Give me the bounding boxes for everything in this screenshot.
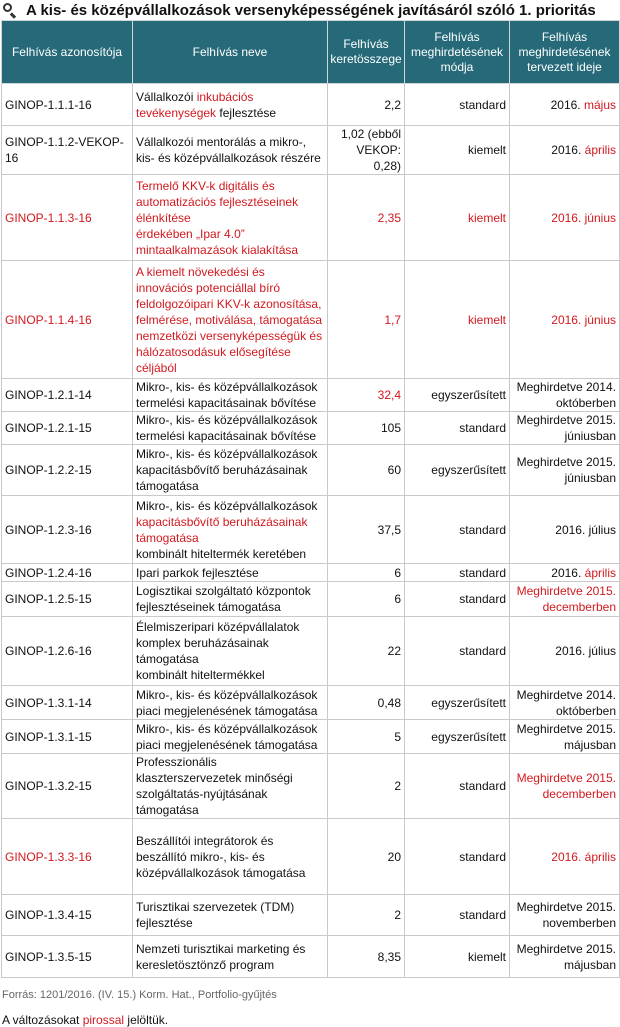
header-call-mode: Felhívás meghirdetésének módja: [405, 21, 510, 84]
page-title: A kis- és középvállalkozások versenyképességének javításáról szóló 1. prioritás: [26, 1, 596, 19]
cell-name-part: kombinált hiteltermékkel: [136, 668, 265, 682]
cell-date: Meghirdetve 2015. májusban: [510, 720, 620, 754]
source-note: Forrás: 1201/2016. (IV. 15.) Korm. Hat., Portfolio-gyűjtés: [2, 989, 277, 1001]
cell-id: GINOP-1.2.4-16: [2, 564, 133, 582]
legend-note-part: A változásokat: [2, 1013, 83, 1027]
cell-id: GINOP-1.2.1-14: [2, 379, 133, 412]
table-row: [2, 261, 620, 379]
cell-date: Meghirdetve 2014. októberben: [510, 686, 620, 720]
header-call-amount: Felhívás keretösszege: [328, 21, 405, 84]
cell-mode: standard: [405, 819, 510, 895]
cell-amount: 2: [328, 895, 405, 936]
cell-mode: egyszerűsített: [405, 445, 510, 496]
table-row: [2, 686, 620, 720]
cell-amount: 1,7: [328, 261, 405, 379]
cell-name: Mikro-, kis- és középvállalkozások termelési kapacitásainak bővítése: [133, 412, 328, 445]
cell-name: A kiemelt növekedési és innovációs potenciállal bíró feldolgozóipari KKV-k azonosítása, felmérése, motiválása, támogatása nemzetközi versenyképességük és hálózatosodásuk elősegítése céljából: [133, 261, 328, 379]
legend-note: [2, 1013, 620, 1027]
table-row: [2, 617, 620, 686]
cell-amount: 60: [328, 445, 405, 496]
header-call-date: Felhívás meghirdetésének tervezett ideje: [510, 21, 620, 84]
cell-date: [510, 564, 620, 582]
cell-name: Beszállítói integrátorok és beszállító mikro-, kis- és középvállalkozások támogatása: [133, 819, 328, 895]
cell-date: Meghirdetve 2015. júniusban: [510, 412, 620, 445]
cell-amount: 32,4: [328, 379, 405, 412]
cell-name-part: fejlesztése: [216, 105, 277, 120]
cell-name-part: Vállalkozói: [136, 89, 197, 104]
table-row: [2, 754, 620, 819]
cell-amount: 20: [328, 819, 405, 895]
cell-date: [510, 84, 620, 126]
cell-amount: 2: [328, 754, 405, 819]
cell-date: Meghirdetve 2015. decemberben: [510, 582, 620, 617]
cell-name: [133, 496, 328, 564]
cell-name-part: érdekében „Ipar 4.0” mintaalkalmazások kialakítása: [136, 226, 299, 257]
cell-date-part: 2016.: [551, 143, 585, 157]
cell-mode: standard: [405, 496, 510, 564]
cell-id: GINOP-1.2.3-16: [2, 496, 133, 564]
cell-date: 2016. június: [510, 175, 620, 261]
cell-mode: kiemelt: [405, 261, 510, 379]
cell-date: 2016. július: [510, 496, 620, 564]
header-call-name: Felhívás neve: [133, 21, 328, 84]
cell-name-part: Élelmiszeripari középvállalatok komplex beruházásainak támogatása: [136, 620, 300, 666]
cell-amount: 6: [328, 582, 405, 617]
cell-name: [133, 175, 328, 261]
title-bar: [0, 0, 620, 20]
cell-mode: standard: [405, 582, 510, 617]
cell-id: GINOP-1.1.4-16: [2, 261, 133, 379]
cell-amount: 2,35: [328, 175, 405, 261]
cell-name: Vállalkozói mentorálás a mikro-, kis- és középvállalkozások részére: [133, 126, 328, 175]
cell-amount: 37,5: [328, 496, 405, 564]
cell-id: GINOP-1.2.1-15: [2, 412, 133, 445]
cell-id: GINOP-1.2.6-16: [2, 617, 133, 686]
cell-name: [133, 617, 328, 686]
cell-date: 2016. június: [510, 261, 620, 379]
cell-date-changed: április: [584, 565, 616, 580]
cell-name: Mikro-, kis- és középvállalkozások piaci megjelenésének támogatása: [133, 720, 328, 754]
cell-date-part: 2016.: [550, 97, 584, 112]
calls-table: [1, 20, 620, 978]
cell-date-changed: április: [584, 143, 616, 157]
cell-amount: 5: [328, 720, 405, 754]
cell-date: [510, 126, 620, 175]
table-row: [2, 582, 620, 617]
cell-name-changed: kapacitásbővítő beruházásainak támogatása: [136, 514, 308, 545]
zoom-icon[interactable]: [2, 2, 18, 18]
cell-id: GINOP-1.3.3-16: [2, 819, 133, 895]
cell-mode: standard: [405, 895, 510, 936]
cell-date: Meghirdetve 2015. decemberben: [510, 754, 620, 819]
cell-date: Meghirdetve 2014. októberben: [510, 379, 620, 412]
cell-id: GINOP-1.3.2-15: [2, 754, 133, 819]
cell-amount: 8,35: [328, 936, 405, 978]
cell-mode: kiemelt: [405, 175, 510, 261]
table-row: [2, 445, 620, 496]
cell-id: GINOP-1.1.2-VEKOP-16: [2, 126, 133, 175]
cell-id: GINOP-1.2.2-15: [2, 445, 133, 496]
cell-name: Mikro-, kis- és középvállalkozások piaci megjelenésének támogatása: [133, 686, 328, 720]
cell-amount: 22: [328, 617, 405, 686]
table-header-row: [2, 21, 620, 84]
cell-amount: 0,48: [328, 686, 405, 720]
cell-date: Meghirdetve 2015. júniusban: [510, 445, 620, 496]
table-row: [2, 412, 620, 445]
cell-id: GINOP-1.3.5-15: [2, 936, 133, 978]
table-row: [2, 175, 620, 261]
cell-amount: 6: [328, 564, 405, 582]
legend-note-part: jelöltük.: [124, 1013, 169, 1027]
cell-name: Ipari parkok fejlesztése: [133, 564, 328, 582]
cell-id: GINOP-1.3.1-15: [2, 720, 133, 754]
cell-name: Turisztikai szervezetek (TDM) fejlesztése: [133, 895, 328, 936]
cell-mode: kiemelt: [405, 126, 510, 175]
cell-amount: 2,2: [328, 84, 405, 126]
table-row: [2, 564, 620, 582]
cell-mode: standard: [405, 617, 510, 686]
cell-name: Mikro-, kis- és középvállalkozások termelési kapacitásainak bővítése: [133, 379, 328, 412]
cell-mode: egyszerűsített: [405, 720, 510, 754]
cell-name: Professzionális klaszterszervezetek minőségi szolgáltatás-nyújtásának támogatása: [133, 754, 328, 819]
cell-date-changed: május: [583, 97, 616, 112]
table-row: [2, 126, 620, 175]
cell-date: Meghirdetve 2015. májusban: [510, 936, 620, 978]
cell-date: Meghirdetve 2015. novemberben: [510, 895, 620, 936]
table-row: [2, 936, 620, 978]
table-row: [2, 496, 620, 564]
cell-name-part: Termelő KKV-k digitális és automatizációs fejlesztéseinek élénkítése: [136, 178, 299, 225]
cell-name: Mikro-, kis- és középvállalkozások kapacitásbővítő beruházásainak támogatása: [133, 445, 328, 496]
cell-date: 2016. április: [510, 819, 620, 895]
table-row: [2, 84, 620, 126]
cell-id: GINOP-1.3.1-14: [2, 686, 133, 720]
cell-id: GINOP-1.3.4-15: [2, 895, 133, 936]
legend-note-red: pirossal: [82, 1013, 125, 1027]
cell-id: GINOP-1.1.1-16: [2, 84, 133, 126]
cell-mode: standard: [405, 564, 510, 582]
cell-mode: standard: [405, 412, 510, 445]
cell-name-part: kombinált hiteltermék keretében: [136, 546, 307, 561]
cell-mode: standard: [405, 84, 510, 126]
header-call-id: Felhívás azonosítója: [2, 21, 133, 84]
cell-name-changed: inkubációs tevékenységek: [136, 89, 254, 120]
cell-mode: kiemelt: [405, 936, 510, 978]
cell-id: GINOP-1.2.5-15: [2, 582, 133, 617]
cell-mode: egyszerűsített: [405, 379, 510, 412]
cell-name: Logisztikai szolgáltató központok fejlesztéseinek támogatása: [133, 582, 328, 617]
table-row: [2, 895, 620, 936]
table-row: [2, 379, 620, 412]
cell-date: 2016. július: [510, 617, 620, 686]
table-row: [2, 720, 620, 754]
cell-name: [133, 84, 328, 126]
cell-id: GINOP-1.1.3-16: [2, 175, 133, 261]
cell-amount: 105: [328, 412, 405, 445]
table-row: [2, 819, 620, 895]
cell-name: Nemzeti turisztikai marketing és keresletösztönző program: [133, 936, 328, 978]
cell-name-part: Mikro-, kis- és középvállalkozások: [136, 498, 318, 513]
cell-date-part: 2016.: [551, 565, 585, 580]
cell-amount: 1,02 (ebből VEKOP: 0,28): [328, 126, 405, 175]
cell-mode: standard: [405, 754, 510, 819]
cell-mode: egyszerűsített: [405, 686, 510, 720]
